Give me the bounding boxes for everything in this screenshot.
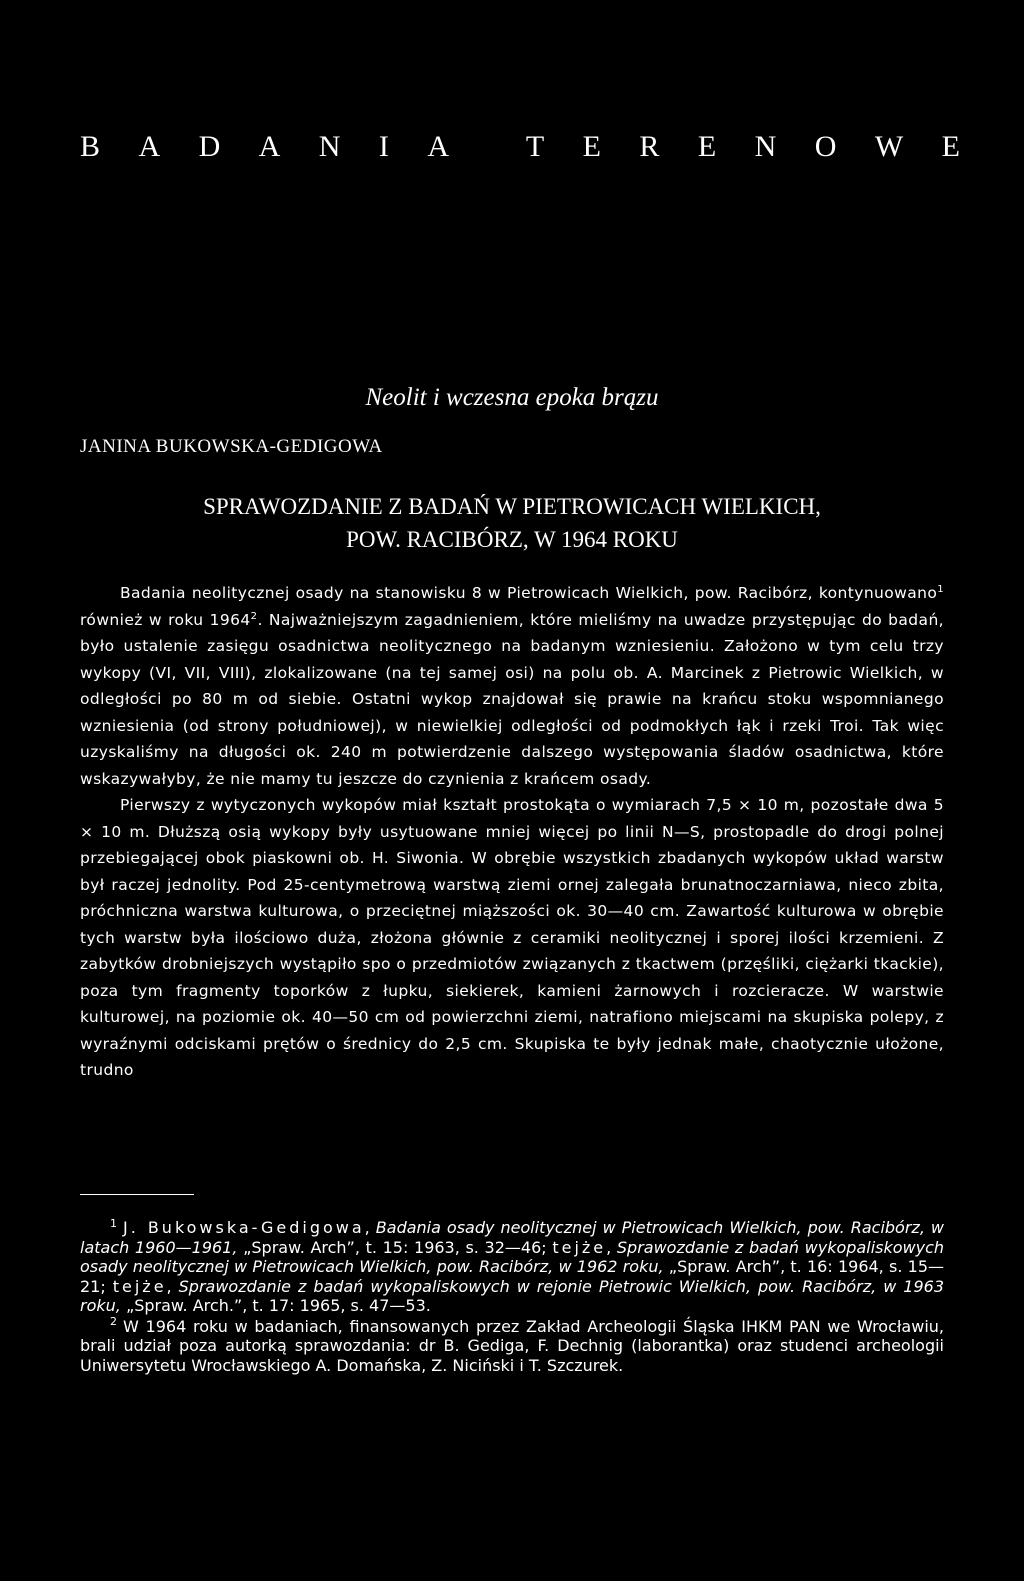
section-title-letter: A xyxy=(138,130,161,163)
section-title-letter: T xyxy=(525,130,545,163)
report-title-line-1: SPRAWOZDANIE Z BADAŃ W PIETROWICACH WIELKICH, xyxy=(203,494,821,519)
footnote-ref-2: 2 xyxy=(250,610,258,622)
footnote-1-number: 1 xyxy=(110,1216,117,1230)
section-title-letter: W xyxy=(874,130,904,163)
footnote-2 xyxy=(80,1317,944,1376)
section-title-letter: E xyxy=(941,130,960,163)
footnote-1-text: , xyxy=(606,1237,617,1257)
footnote-1-author: J. Bukowska-Gedigowa xyxy=(123,1218,365,1237)
footnote-divider xyxy=(80,1194,194,1195)
footnote-2-text: W 1964 roku w badaniach, finansowanych przez Zakład Archeologii Śląska IHKM PAN we Wrocławiu, brali udział poza autorką sprawozdania: dr B. Gediga, F. Dechnig (laborantka) oraz studenci archeologii Uniwersytetu Wrocławskiego A. Domańska, Z. Niciński i T. Szczurek. xyxy=(80,1316,944,1375)
section-title-letter: E xyxy=(582,130,601,163)
footnote-1-text: , xyxy=(166,1276,179,1296)
section-title-letter: B xyxy=(80,130,101,163)
author-name: JANINA BUKOWSKA-GEDIGOWA xyxy=(80,436,383,457)
paragraph-1-part-c: . Najważniejszym zagadnieniem, które mieliśmy na uwadze przystępując do badań, było ustalenie zasięgu osadnictwa neolitycznego na badanym wzniesieniu. Założono w tym celu trzy wykopy (VI, VII, VIII), zlokalizowane (na tej samej osi) na polu ob. A. Marcinek z Pietrowic Wielkich, w odległości po 80 m od siebie. Ostatni wykop znajdował się prawie na krańcu stoku wspomnianego wzniesienia (od strony południowej), w niewielkiej odległości od podmokłych łąk i rzeki Troi. Tak więc uzyskaliśmy na długości ok. 240 m potwierdzenie dalszego występowania śladów osadnictwa, które wskazywałyby, że nie mamy tu jeszcze do czynienia z krańcem osady. xyxy=(80,610,944,788)
section-title-letter: N xyxy=(318,130,341,163)
paragraph-1 xyxy=(80,580,944,792)
section-title-letter: D xyxy=(198,130,221,163)
footnote-1-text: „Spraw. Arch.”, t. 17: 1965, s. 47—53. xyxy=(120,1296,431,1315)
footnote-ref-1: 1 xyxy=(937,583,944,595)
footnote-1-text: „Spraw. Arch”, t. 15: 1963, s. 32—46; xyxy=(237,1237,553,1257)
footnote-1-tejze: tejże xyxy=(112,1276,167,1296)
section-title-letter: A xyxy=(427,130,449,163)
section-title-letter: N xyxy=(754,130,777,163)
chapter-subtitle: Neolit i wczesna epoka brązu xyxy=(365,384,659,411)
paragraph-1-part-a: Badania neolitycznej osady na stanowisku 8 w Pietrowicach Wielkich, pow. Racibórz, kontynuowano xyxy=(120,584,938,602)
footnote-2-number: 2 xyxy=(110,1315,117,1329)
footnote-1 xyxy=(80,1218,944,1316)
footnote-1-tejze: tejże xyxy=(552,1237,607,1257)
report-title-line-2: POW. RACIBÓRZ, W 1964 ROKU xyxy=(346,527,678,552)
paragraph-1-part-b: również w roku 1964 xyxy=(80,610,251,629)
section-title xyxy=(80,130,960,164)
footnote-1-text: , xyxy=(364,1218,376,1237)
section-title-letter: O xyxy=(814,130,837,163)
paragraph-2: Pierwszy z wytyczonych wykopów miał kształt prostokąta o wymiarach 7,5 × 10 m, pozostałe dwa 5 × 10 m. Dłuższą osią wykopy były usytuowane mniej więcej po linii N—S, prostopadle do drogi polnej przebiegającej obok piaskowni ob. H. Siwonia. W obrębie wszystkich zbadanych wykopów układ warstw był raczej jednolity. Pod 25-centymetrową warstwą ziemi ornej zalegała brunatnoczarniawa, nieco zbita, próchniczna warstwa kulturowa, o przeciętnej miąższości ok. 30—40 cm. Zawartość kulturowa w obrębie tych warstw była ilościowo duża, złożona głównie z ceramiki neolitycznej i sporej ilości krzemieni. Z zabytków drobniejszych wystąpiło spo o przedmiotów związanych z tkactwem (przęśliki, ciężarki tkackie), poza tym fragmenty toporków z łupku, siekierek, kamieni żarnowych i rozcieracze. W warstwie kulturowej, na poziomie ok. 40—50 cm od powierzchni ziemi, natrafiono miejscami na skupiska polepy, z wyraźnymi odciskami prętów o średnicy do 2,5 cm. Skupiska te były jednak małe, chaotycznie ułożone, trudno xyxy=(80,796,944,1079)
section-title-letter: R xyxy=(639,130,660,163)
footnote-1-title-3: Sprawozdanie z badań wykopaliskowych w rejonie Pietrowic Wielkich, pow. Racibórz, w 1963 roku, xyxy=(80,1276,945,1315)
section-title-letter: A xyxy=(258,130,281,163)
body-text xyxy=(80,580,944,1084)
report-title xyxy=(80,490,944,556)
footnote-1-title-1: Badania osady neolitycznej w Pietrowicach Wielkich, pow. Racibórz, w latach 1960—1961, xyxy=(80,1218,944,1257)
footnote-1-title-2: Sprawozdanie z badań wykopaliskowych osady neolitycznej w Pietrowicach Wielkich, pow. Racibórz, w 1962 roku, xyxy=(80,1237,945,1276)
footnote-1-text: „Spraw. Arch”, t. 16: 1964, s. 15—21; xyxy=(80,1257,945,1296)
footnotes xyxy=(80,1218,944,1375)
section-title-letter: E xyxy=(697,130,717,163)
section-title-letter: I xyxy=(378,130,389,163)
